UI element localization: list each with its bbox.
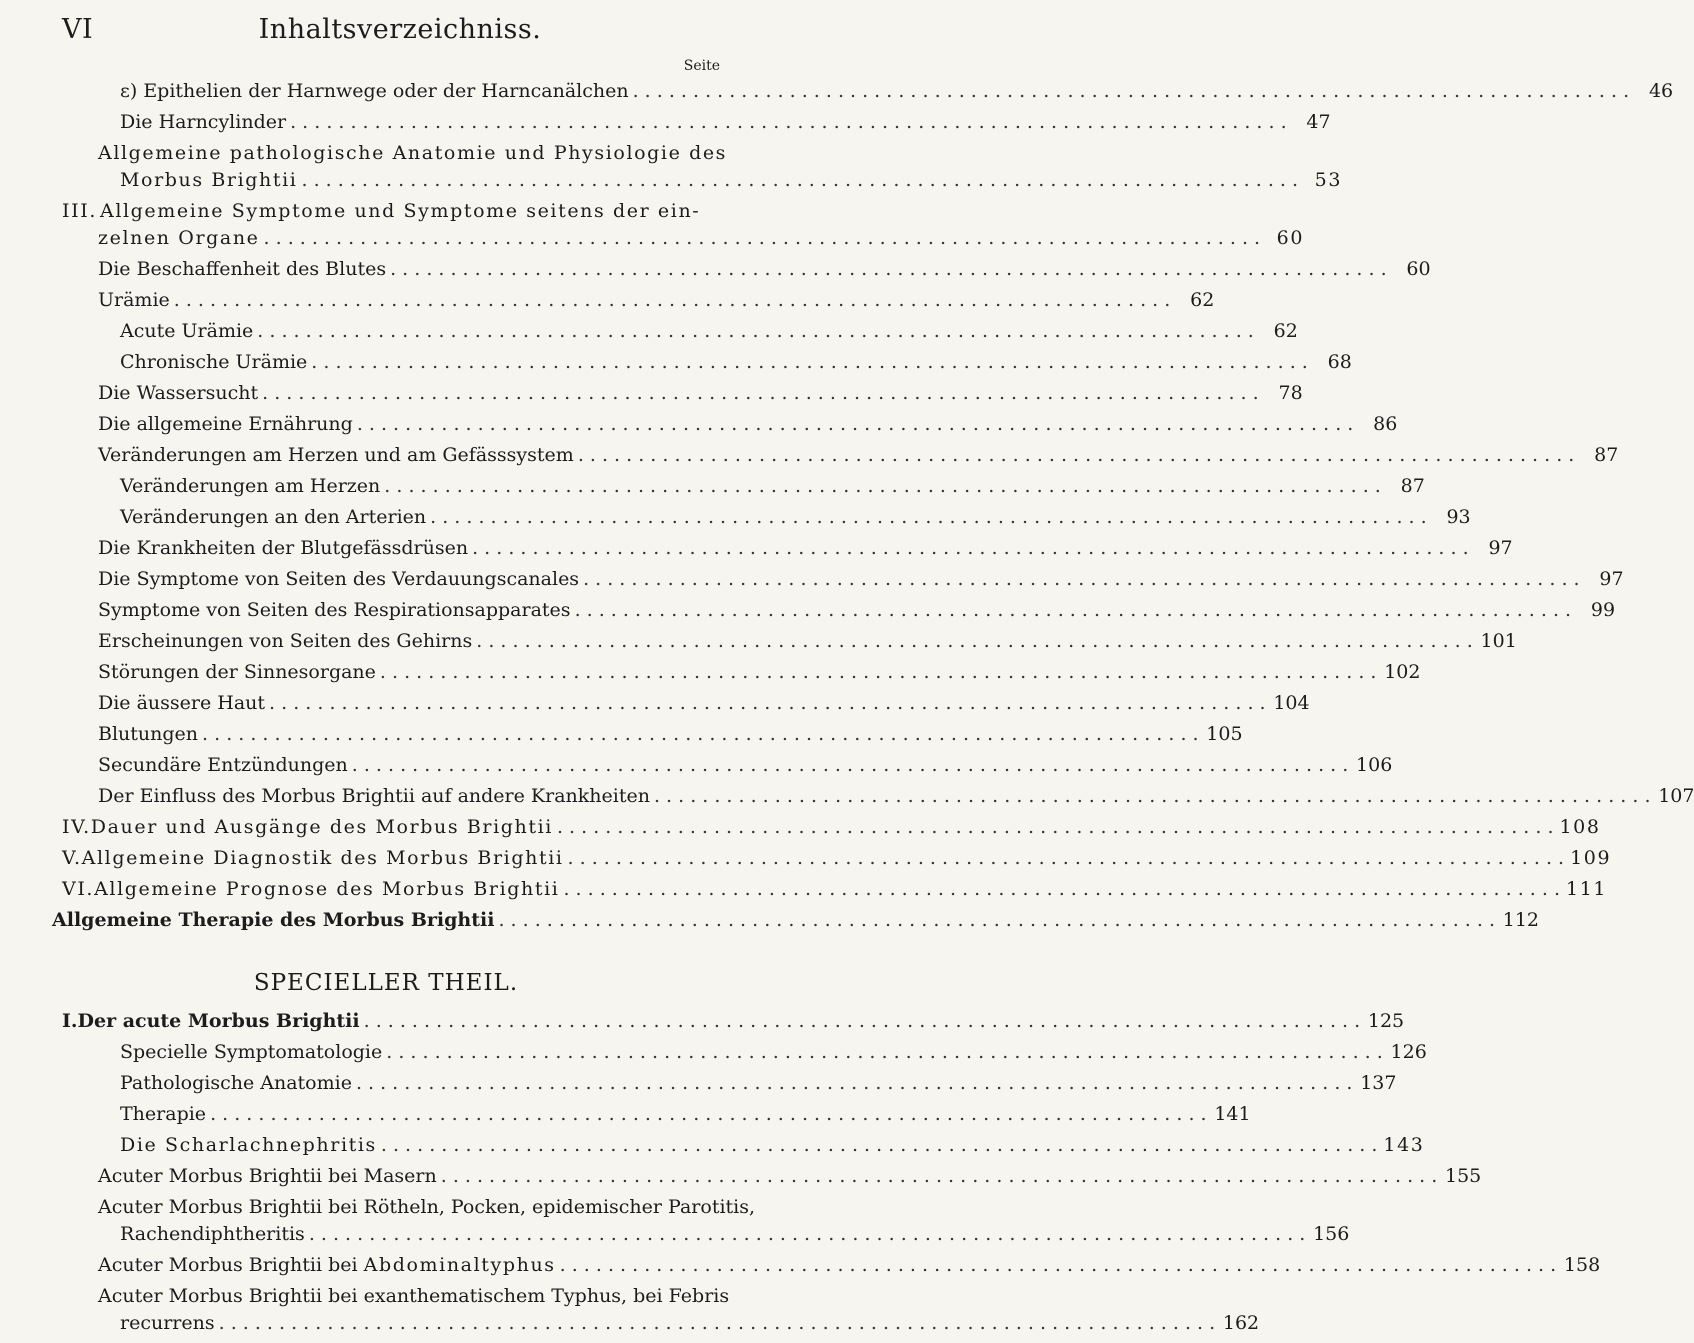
entry-number: IV.: [62, 816, 91, 838]
entry-title: Allgemeine Prognose des Morbus Brightii: [94, 878, 560, 900]
toc-entry: [62, 80, 1674, 103]
page-number: VI: [62, 14, 94, 45]
entry-page: 68: [1327, 351, 1352, 373]
entry-page: 156: [1313, 1223, 1350, 1245]
entry-page: 137: [1360, 1072, 1397, 1094]
toc-entry: [62, 816, 1601, 839]
entry-title: Allgemeine Symptome und Symptome seitens der ein-: [100, 200, 701, 222]
entry-title: Pathologische Anatomie: [120, 1072, 352, 1094]
entry-title: zelnen Organe: [98, 227, 260, 249]
entry-page: 105: [1206, 723, 1243, 745]
entry-page: 106: [1356, 754, 1393, 776]
toc-entry: [62, 630, 1517, 653]
entry-title: Die äussere Haut: [98, 692, 266, 714]
entry-page: 47: [1306, 111, 1331, 133]
toc-entry: [62, 785, 1694, 808]
toc-entry: [62, 320, 1298, 343]
section-heading: SPECIELLER THEIL.: [253, 970, 519, 996]
entry-title: recurrens: [120, 1312, 215, 1334]
entry-title: Symptome von Seiten des Respirationsapparates: [98, 599, 571, 621]
entry-title: Chronische Urämie: [120, 351, 308, 373]
entry-page: 111: [1566, 878, 1608, 900]
entry-page: 87: [1400, 475, 1425, 497]
entry-page: 141: [1214, 1103, 1251, 1125]
entry-page: 97: [1488, 537, 1513, 559]
entry-title: Die Wassersucht: [98, 382, 259, 404]
toc-entry: [62, 1010, 1405, 1033]
toc-entry: [62, 599, 1616, 622]
entry-title: Störungen der Sinnesorgane: [98, 661, 376, 683]
entry-title: Urämie: [98, 289, 170, 311]
toc-entry: [62, 754, 1393, 777]
entry-page: 112: [1502, 909, 1539, 931]
entry-title: Acute Urämie: [120, 320, 254, 342]
entry-title: Veränderungen am Herzen und am Gefässsystem: [98, 444, 574, 466]
entry-page: 109: [1570, 847, 1612, 869]
entry-title: Acuter Morbus Brightii bei: [98, 1254, 358, 1276]
toc-entry: [62, 475, 1425, 498]
entry-number: V.: [62, 847, 82, 869]
entry-title: Epithelien der Harnwege oder der Harncanälchen: [143, 80, 629, 102]
entry-title: Veränderungen am Herzen: [120, 475, 381, 497]
entry-title: Acuter Morbus Brightii bei Masern: [98, 1165, 437, 1187]
toc-entry: [62, 847, 1612, 870]
entry-page: 125: [1367, 1010, 1405, 1032]
entry-title: Die Beschaffenheit des Blutes: [98, 258, 387, 280]
toc-entry: [62, 111, 1331, 134]
toc-entry: [62, 506, 1471, 529]
entry-title: Allgemeine Therapie des Morbus Brightii: [52, 909, 495, 931]
toc-entry: [62, 289, 1215, 312]
entry-page: 78: [1278, 382, 1303, 404]
entry-page: 62: [1190, 289, 1215, 311]
toc-entry: [62, 1165, 1482, 1188]
toc-entry: [62, 1103, 1251, 1126]
entry-page: 162: [1222, 1312, 1260, 1334]
entry-title: Allgemeine pathologische Anatomie und Physiologie des: [98, 142, 728, 164]
entry-title: Der Einfluss des Morbus Brightii auf andere Krankheiten: [98, 785, 650, 807]
toc-entry: [62, 413, 1398, 436]
entry-title: Rachendiphtheritis: [120, 1223, 305, 1245]
toc-entry-line2: [62, 1223, 1350, 1246]
entry-title: Blutungen: [98, 723, 199, 745]
toc-entry-line1: [62, 1196, 756, 1219]
running-title: Inhaltsverzeichniss.: [258, 14, 542, 45]
toc-entry: [62, 382, 1303, 405]
entry-page: 155: [1445, 1165, 1482, 1187]
entry-page: 102: [1384, 661, 1421, 683]
table-of-contents: [52, 80, 1694, 1343]
entry-title: Dauer und Ausgänge des Morbus Brightii: [90, 816, 553, 838]
toc-entry: [52, 909, 1539, 932]
toc-entry: [62, 723, 1243, 746]
entry-title: Die Krankheiten der Blutgefässdrüsen: [98, 537, 469, 559]
entry-page: 158: [1563, 1254, 1601, 1276]
page-header: [62, 14, 738, 54]
toc-entry-line2: [62, 169, 1343, 192]
entry-page: 60: [1276, 227, 1305, 249]
entry-title: Die Symptome von Seiten des Verdauungscanales: [98, 568, 580, 590]
toc-entry: [62, 1041, 1427, 1064]
toc-entry-line1: [62, 142, 728, 165]
entry-title: Acuter Morbus Brightii bei exanthematischem Typhus, bei Febris: [98, 1285, 730, 1307]
entry-page: 143: [1383, 1134, 1425, 1156]
entry-page: 97: [1599, 568, 1624, 590]
entry-title: Acuter Morbus Brightii bei Rötheln, Pocken, epidemischer Parotitis,: [98, 1196, 756, 1218]
entry-title: Die Harncylinder: [120, 111, 287, 133]
entry-title: Die Scharlachnephritis: [120, 1134, 377, 1156]
toc-entry: [62, 351, 1352, 374]
entry-number: VI.: [62, 878, 95, 900]
toc-entry: [62, 1134, 1425, 1157]
seite-label: Seite: [683, 58, 720, 74]
toc-entry: [62, 1072, 1397, 1095]
entry-page: 60: [1406, 258, 1431, 280]
toc-entry: [62, 661, 1421, 684]
toc-entry-line2: [62, 1312, 1260, 1335]
toc-entry-line2: [62, 227, 1305, 250]
toc-entry: [62, 537, 1513, 560]
entry-number: III.: [62, 200, 97, 222]
toc-entry: [62, 568, 1624, 591]
entry-title: Erscheinungen von Seiten des Gehirns: [98, 630, 473, 652]
entry-page: 93: [1446, 506, 1471, 528]
toc-entry: [62, 444, 1619, 467]
entry-page: 101: [1480, 630, 1517, 652]
entry-page: 87: [1594, 444, 1619, 466]
entry-title: Specielle Symptomatologie: [120, 1041, 383, 1063]
entry-page: 62: [1273, 320, 1298, 342]
toc-entry: [62, 878, 1608, 901]
entry-title: Allgemeine Diagnostik des Morbus Brightii: [81, 847, 564, 869]
entry-page: 46: [1648, 80, 1674, 102]
entry-number: I.: [62, 1010, 78, 1032]
entry-page: 86: [1373, 413, 1398, 435]
entry-page: 107: [1658, 785, 1694, 807]
toc-entry: [62, 692, 1310, 715]
entry-title: Veränderungen an den Arterien: [120, 506, 427, 528]
entry-title: Therapie: [120, 1103, 207, 1125]
entry-title: Die allgemeine Ernährung: [98, 413, 353, 435]
toc-entry-line1: [62, 200, 710, 223]
toc-entry: [62, 258, 1431, 281]
entry-title: Secundäre Entzündungen: [98, 754, 348, 776]
entry-page: 99: [1590, 599, 1616, 621]
toc-entry-line1: [62, 1285, 730, 1308]
entry-prefix: ε): [120, 80, 138, 102]
entry-title-emphasis: Abdominaltyphus: [363, 1254, 556, 1276]
entry-page: 53: [1314, 169, 1343, 191]
entry-page: 108: [1559, 816, 1601, 838]
entry-title: Der acute Morbus Brightii: [77, 1010, 360, 1032]
entry-page: 126: [1390, 1041, 1427, 1063]
entry-title: Morbus Brightii: [120, 169, 298, 191]
entry-page: 104: [1273, 692, 1310, 714]
toc-entry: [62, 1254, 1601, 1277]
